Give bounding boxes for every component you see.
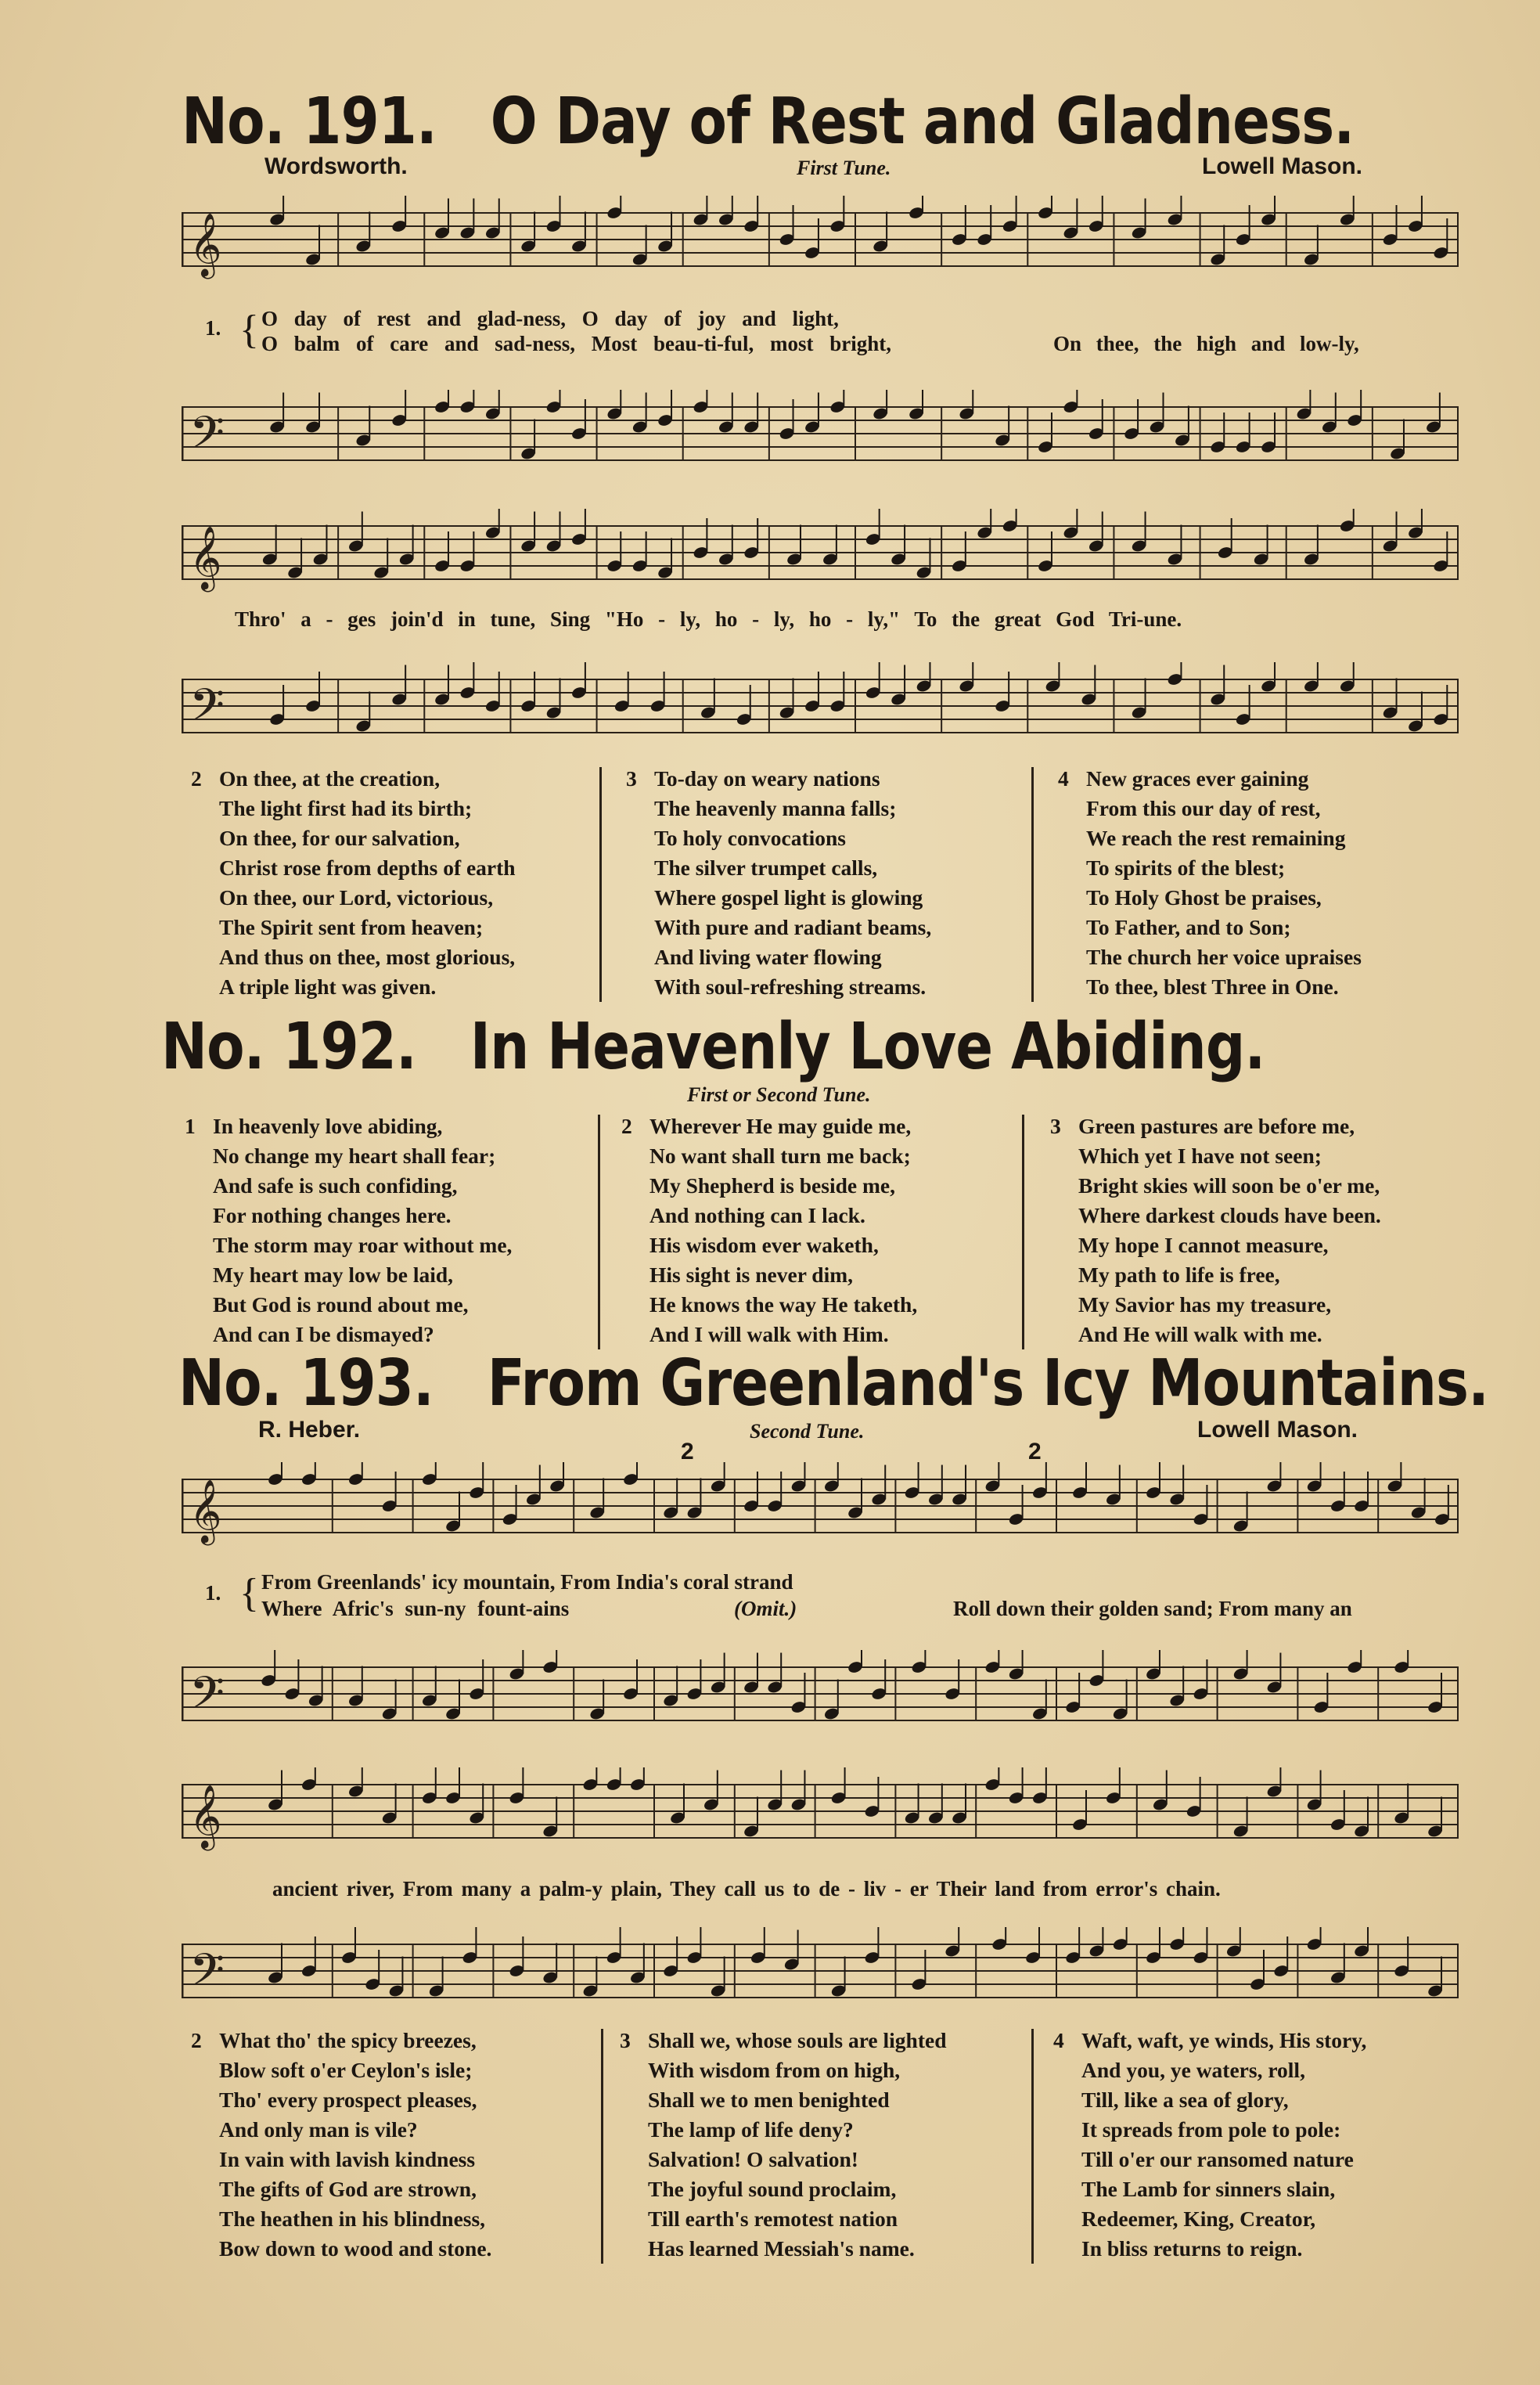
music-note [545, 196, 562, 233]
music-note [750, 1927, 766, 1965]
music-note [421, 1462, 437, 1486]
hymn-193-tune: Second Tune. [750, 1420, 865, 1443]
hymn-193-lyric-omit: (Omit.) [734, 1597, 797, 1620]
music-note [606, 1927, 622, 1965]
music-note [1169, 1927, 1186, 1951]
music-note [520, 420, 536, 461]
music-note [1266, 1462, 1283, 1493]
music-note [1169, 1666, 1186, 1708]
hymn-193-title [178, 1346, 1488, 1421]
music-note [847, 1479, 863, 1520]
music-note [829, 390, 846, 414]
music-note [434, 390, 450, 414]
music-note [1266, 1653, 1283, 1695]
music-note [434, 199, 450, 240]
music-note [1002, 196, 1018, 233]
music-note [1193, 1927, 1209, 1965]
hymn-191-author: Wordsworth. [264, 153, 408, 179]
music-note [767, 1653, 783, 1695]
music-note [606, 1767, 622, 1792]
music-note [1427, 1957, 1443, 1998]
music-note [1394, 1784, 1410, 1825]
hymn-192-title [161, 1010, 1265, 1084]
hymn-192-verse-2: 2 Wherever He may guide me, No want shall turn me back; My Shepherd is beside me, And nothing can I lack. His wisdom ever waketh, His sight is never dim, He knows the way He taketh, And I will walk with Him. [621, 1114, 918, 1346]
hymn-192-number: No. 192. [161, 1010, 416, 1084]
music-note [622, 1462, 639, 1486]
music-note [977, 509, 993, 540]
music-note [260, 1650, 276, 1688]
music-note [1008, 1650, 1024, 1681]
music-note [916, 539, 932, 580]
music-note [421, 1666, 437, 1708]
music-note [347, 1462, 364, 1486]
music-note [444, 1767, 461, 1805]
music-note [1353, 1927, 1369, 1958]
music-note [657, 539, 673, 580]
music-note [1031, 1680, 1048, 1721]
music-note [830, 1957, 847, 1998]
hymn-193-lyric-line-1c: Roll down their golden sand; From many an [953, 1597, 1352, 1620]
music-note [1347, 390, 1363, 427]
music-staff-191-treble-2 [182, 509, 1459, 603]
music-note [1145, 1927, 1161, 1965]
music-note [355, 406, 372, 448]
music-note [1145, 1462, 1161, 1500]
music-note [700, 679, 716, 720]
music-note [1303, 525, 1319, 567]
music-note [1407, 509, 1423, 540]
hymn-193-lyric-brace: { [239, 1571, 259, 1616]
music-note [545, 390, 562, 414]
music-note [693, 390, 709, 414]
hymn-191-verse-2: 2 On thee, at the creation, The light first had its birth; On thee, for our salvation, Christ rose from depths of earth On thee, our Lord, victorious, The Spirit sent from heaven; And thus on thee, most glorious, A triple light was given. [191, 766, 516, 999]
music-note [428, 1957, 444, 1998]
music-note [904, 1462, 920, 1500]
music-note [484, 199, 501, 240]
music-note [1045, 662, 1061, 694]
hymn-191-verse-4: 4 New graces ever gaining From this our day of rest, We reach the rest remaining To spirits of the blest; To Holy Ghost be praises, To Father, and to Son; The church her voice upraises To thee, blest Three in One. [1058, 766, 1362, 999]
music-note [1063, 390, 1079, 414]
music-note [1407, 196, 1423, 233]
music-note [629, 1944, 646, 1985]
music-note [469, 1462, 485, 1500]
hymn-191-tune: First Tune. [797, 157, 891, 179]
music-note [657, 390, 673, 427]
music-note [822, 525, 838, 567]
music-note [1210, 665, 1226, 707]
music-note [373, 539, 390, 580]
music-note [1063, 509, 1079, 540]
hymn-193-lyric-line-1a: From Greenlands' icy mountain, From India's coral strand [261, 1570, 793, 1594]
hymn-192-tune: First or Second Tune. [687, 1083, 871, 1106]
music-note [890, 665, 906, 707]
music-note [1088, 512, 1104, 553]
music-staff-193-treble-2 [182, 1767, 1459, 1861]
music-note [911, 1650, 927, 1674]
music-note [767, 1771, 783, 1812]
music-note [1407, 692, 1423, 733]
music-note [1382, 512, 1398, 553]
music-note [927, 1465, 944, 1507]
music-note [951, 1784, 967, 1825]
hymn-193-composer: Lowell Mason. [1197, 1417, 1358, 1443]
music-note [872, 212, 888, 254]
music-note [669, 1784, 685, 1825]
music-note [1306, 1771, 1322, 1812]
music-note [509, 1650, 525, 1681]
column-divider [601, 2029, 603, 2264]
hymn-191-title [182, 85, 1354, 159]
music-note [1112, 1927, 1128, 1951]
music-note [865, 509, 881, 546]
music-note [1427, 1797, 1443, 1839]
hymn-193-verse-4: 4 Waft, waft, ye winds, His story, And you, ye waters, roll, Till, like a sea of glory, It spreads from pole to pole: Till o'er our ransomed nature The Lamb for sinners slain, Redeemer, King, Creator, In bliss returns to reign. [1053, 2028, 1367, 2261]
music-note [710, 1653, 726, 1695]
treble-clef-icon: 𝄞 [189, 212, 222, 276]
hymn-191-verse-3: 3 To-day on weary nations The heavenly manna falls; To holy convocations The silver trumpet calls, Where gospel light is glowing With pure and radiant beams, And living water flowing With soul-refreshing streams. [626, 766, 932, 999]
music-note [951, 1465, 967, 1507]
music-note [462, 1927, 478, 1965]
music-note [304, 393, 321, 434]
music-note [904, 1784, 920, 1825]
music-note [312, 525, 329, 567]
music-staff-191-bass-1 [182, 390, 1459, 484]
hymn-193-verse-2: 2 What tho' the spicy breezes, Blow soft o'er Ceylon's isle; Tho' every prospect pleases, And only man is vile? In vain with lavish kindness The gifts of God are strown, The heathen in his blindness, Bow down to wood and stone. [191, 2028, 492, 2261]
music-note [469, 1784, 485, 1825]
music-note [823, 1680, 840, 1721]
music-note [542, 1650, 559, 1674]
music-note [267, 1944, 283, 1985]
music-note [459, 199, 476, 240]
bass-clef-icon: 𝄢 [189, 406, 225, 470]
music-note [545, 512, 562, 553]
music-note [606, 196, 623, 220]
hymn-191-lyric-line-1c: On thee, the high and low-ly, [1053, 332, 1359, 355]
music-note [718, 525, 734, 567]
music-note [308, 1666, 324, 1708]
music-note [1024, 1927, 1041, 1965]
music-note [1410, 1479, 1427, 1520]
music-staff-191-bass-2 [182, 662, 1459, 756]
music-note [1389, 420, 1405, 461]
music-note [631, 393, 648, 434]
music-note [484, 509, 501, 540]
music-note [994, 406, 1010, 448]
music-note [1131, 199, 1147, 240]
music-note [1152, 1771, 1168, 1812]
music-note [864, 1927, 880, 1965]
hymn-193-lyric-num: 1. [205, 1581, 221, 1605]
music-note [444, 1492, 461, 1533]
music-note [381, 1680, 398, 1721]
music-note [1112, 1680, 1128, 1721]
music-note [355, 692, 372, 733]
music-note [388, 1957, 405, 1998]
music-note [606, 390, 623, 421]
music-note [542, 1944, 559, 1985]
music-note [1232, 1492, 1249, 1533]
music-note [1260, 662, 1276, 694]
hymn-191-lyric-line-1a: O day of rest and glad-ness, O day of joy and light, [261, 307, 839, 330]
music-note [991, 1927, 1008, 1951]
hymn-191-lyric-brace: { [239, 308, 259, 352]
music-note [1064, 1927, 1081, 1965]
music-note [1002, 509, 1018, 533]
music-note [1306, 1462, 1322, 1493]
music-note [484, 390, 501, 421]
music-note [1167, 662, 1183, 686]
hymn-193-verse-3: 3 Shall we, whose souls are lighted With wisdom from on high, Shall we to men benighted The lamp of life deny? Salvation! O salvation! The joyful sound proclaim, Till earth's remotest nation Has learned Messiah's name. [620, 2028, 947, 2261]
music-note [1225, 1927, 1242, 1958]
music-note [267, 1771, 283, 1812]
music-note [1088, 1927, 1105, 1958]
treble-clef-icon: 𝄞 [189, 525, 222, 589]
music-note [1353, 1797, 1369, 1839]
music-note [686, 1479, 703, 1520]
column-divider [599, 767, 602, 1002]
column-divider [1022, 1115, 1024, 1349]
music-note [570, 662, 587, 700]
music-note [1105, 1767, 1121, 1805]
music-note [1145, 1650, 1161, 1681]
music-note [710, 1462, 726, 1493]
music-note [743, 1797, 759, 1839]
music-note [743, 1653, 759, 1695]
music-staff-191-treble-1 [182, 196, 1459, 290]
music-note [304, 225, 321, 267]
music-note [549, 1462, 565, 1493]
hymn-191-composer: Lowell Mason. [1202, 153, 1363, 179]
music-note [790, 1771, 807, 1812]
music-note [570, 212, 587, 254]
music-note [945, 1927, 961, 1958]
music-note [743, 196, 760, 233]
music-note [1339, 196, 1355, 227]
music-note [959, 662, 975, 694]
hymn-193-number: No. 193. [178, 1346, 434, 1421]
music-note [390, 390, 407, 427]
hymn-191-lyric-num: 1. [205, 316, 221, 340]
music-note [509, 1767, 525, 1805]
music-note [1149, 393, 1165, 434]
music-note [629, 1767, 646, 1792]
music-note [1296, 390, 1312, 421]
music-note [984, 1767, 1001, 1792]
music-note [916, 662, 932, 694]
music-note [570, 509, 587, 546]
column-divider [1031, 767, 1034, 1002]
music-note [525, 1465, 542, 1507]
second-ending-mark: 2 [1028, 1439, 1042, 1465]
bass-clef-icon: 𝄢 [189, 679, 225, 743]
music-note [421, 1767, 437, 1805]
music-note [1167, 525, 1183, 567]
hymn-191-lyric-line-1b: O balm of care and sad-ness, Most beau-ti-ful, most bright, [261, 332, 892, 355]
music-note [390, 665, 407, 707]
music-note [1382, 679, 1398, 720]
music-note [1031, 1462, 1048, 1500]
hymn-191-number: No. 191. [182, 85, 437, 159]
music-note [459, 662, 476, 700]
music-note [1131, 512, 1147, 553]
hymn-191-title-text: O Day of Rest and Gladness. [490, 85, 1355, 159]
bass-clef-icon: 𝄢 [189, 1666, 225, 1731]
hymn-193-author: R. Heber. [258, 1417, 361, 1443]
music-note [1306, 1927, 1322, 1951]
music-note [1174, 406, 1190, 448]
hymn-193-lyric-line-1b: Where Afric's sun-ny fount-ains [261, 1597, 570, 1620]
music-note [434, 665, 450, 707]
first-ending-mark: 2 [681, 1439, 694, 1465]
hymn-191-lyric-line-2: Thro' a - ges join'd in tune, Sing "Ho - ly, ho - ly, ho - ly," To the great God Tri-une. [235, 607, 1182, 631]
music-note [520, 212, 536, 254]
music-note [542, 1797, 559, 1839]
music-note [300, 1767, 317, 1792]
music-note [1425, 393, 1441, 434]
column-divider [598, 1115, 600, 1349]
music-note [927, 1784, 944, 1825]
music-note [1330, 1944, 1346, 1985]
hymn-192-verse-3: 3 Green pastures are before me, Which yet I have not seen; Bright skies will soon be o'er me, Where darkest clouds have been. My hope I cannot measure, My path to life is free, My Savior has my treasure, And He will walk with me. [1050, 1114, 1381, 1346]
music-staff-193-bass-2 [182, 1927, 1459, 2021]
music-note [790, 1462, 807, 1493]
music-note [1253, 525, 1269, 567]
music-note [1210, 225, 1226, 267]
music-note [582, 1957, 599, 1998]
music-note [693, 196, 709, 227]
hymn-193-title-text: From Greenland's Icy Mountains. [487, 1346, 1489, 1421]
music-note [398, 525, 415, 567]
music-note [1031, 1767, 1048, 1805]
music-note [589, 1680, 606, 1721]
music-note [582, 1767, 599, 1792]
music-note [959, 390, 975, 421]
music-note [1071, 1462, 1088, 1500]
music-note [1303, 225, 1319, 267]
music-note [743, 393, 760, 434]
music-note [268, 196, 285, 227]
music-note [1105, 1465, 1121, 1507]
music-note [908, 390, 924, 421]
music-note [355, 212, 372, 254]
music-note [1347, 1650, 1363, 1674]
music-note [829, 196, 846, 233]
music-note [520, 512, 536, 553]
music-note [390, 196, 407, 233]
music-note [1387, 1462, 1403, 1493]
music-staff-193-treble-1 [182, 1462, 1459, 1556]
music-note [779, 679, 795, 720]
music-note [347, 512, 364, 553]
music-note [444, 1680, 461, 1721]
music-note [908, 196, 924, 220]
music-note [783, 1930, 800, 1972]
music-note [459, 390, 476, 414]
music-note [340, 1927, 357, 1965]
music-note [662, 1666, 678, 1708]
hymn-193-lyric-line-2: ancient river, From many a palm-y plain, They call us to de - liv - er Their land from error's chain. [272, 1877, 1221, 1900]
music-note [865, 662, 881, 700]
music-note [830, 1767, 847, 1805]
music-note [1081, 665, 1097, 707]
music-note [631, 225, 648, 267]
treble-clef-icon: 𝄞 [189, 1784, 222, 1848]
music-note [890, 525, 906, 567]
music-note [1321, 393, 1337, 434]
hymn-192-verse-1: 1 In heavenly love abiding, No change my heart shall fear; And safe is such confiding, For nothing changes here. The storm may roar without me, My heart may low be laid, But God is round about me, And can I be dismayed? [185, 1114, 513, 1346]
music-note [703, 1771, 719, 1812]
treble-clef-icon: 𝄞 [189, 1479, 222, 1543]
music-note [1167, 196, 1183, 227]
music-note [786, 525, 802, 567]
music-note [847, 1650, 863, 1674]
music-note [657, 212, 673, 254]
music-note [1339, 662, 1355, 694]
music-note [261, 525, 278, 567]
music-note [984, 1462, 1001, 1493]
music-note [718, 393, 734, 434]
music-note [267, 1462, 283, 1486]
music-note [1339, 509, 1355, 533]
music-note [381, 1784, 398, 1825]
music-note [1037, 196, 1053, 220]
music-note [1232, 1650, 1249, 1681]
music-note [718, 196, 734, 227]
music-note [347, 1767, 364, 1799]
music-note [545, 679, 562, 720]
music-note [286, 539, 303, 580]
music-note [1303, 662, 1319, 694]
hymn-192-title-text: In Heavenly Love Abiding. [470, 1010, 1265, 1084]
music-note [300, 1462, 317, 1486]
music-note [1394, 1650, 1410, 1674]
music-note [1088, 196, 1104, 233]
music-note [871, 1465, 887, 1507]
music-note [1063, 199, 1079, 240]
music-note [268, 393, 285, 434]
music-note [347, 1666, 364, 1708]
music-note [1131, 679, 1147, 720]
music-note [662, 1479, 678, 1520]
music-note [1169, 1465, 1186, 1507]
music-note [686, 1927, 703, 1965]
music-note [589, 1479, 606, 1520]
music-note [710, 1957, 726, 1998]
column-divider [1031, 2029, 1034, 2264]
music-note [872, 390, 888, 421]
music-note [1232, 1797, 1249, 1839]
music-note [984, 1650, 1001, 1674]
music-note [1260, 196, 1276, 227]
music-note [1088, 1650, 1105, 1688]
music-staff-193-bass-1 [182, 1650, 1459, 1744]
bass-clef-icon: 𝄢 [189, 1944, 225, 2008]
music-note [1266, 1767, 1283, 1799]
music-note [804, 393, 820, 434]
music-note [823, 1462, 840, 1493]
music-note [1008, 1767, 1024, 1805]
